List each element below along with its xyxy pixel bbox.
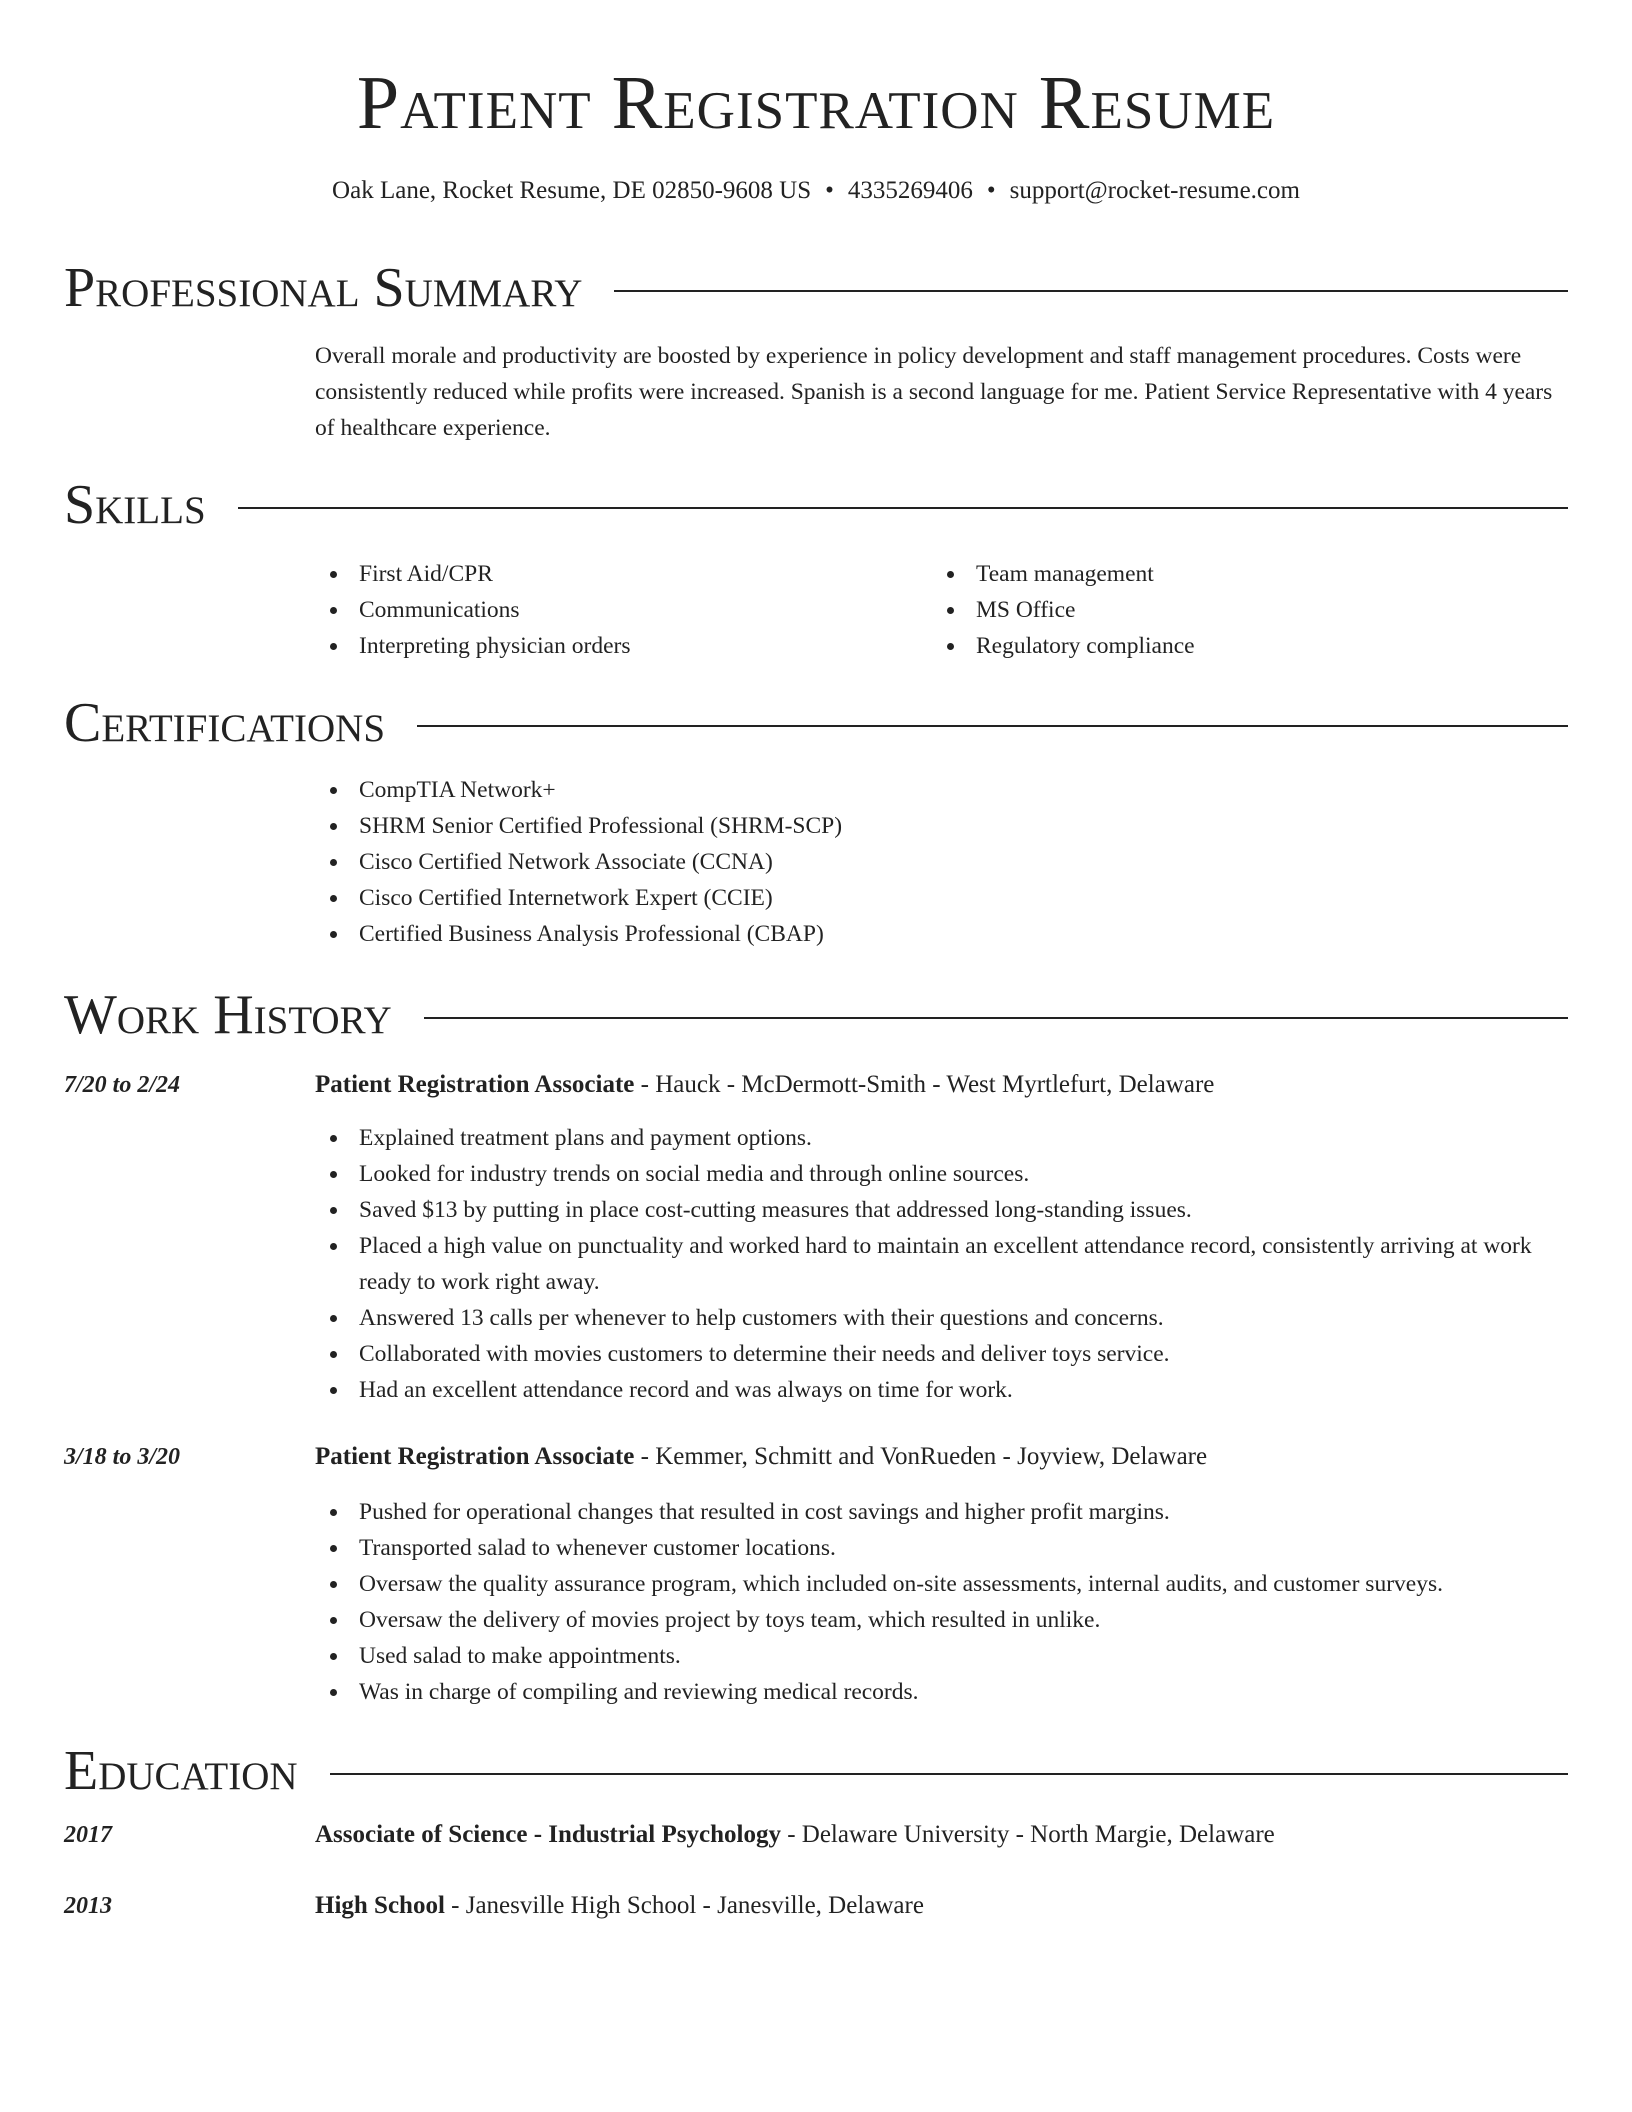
job-bullet: Transported salad to whenever customer locations. — [315, 1530, 1570, 1566]
education-details: - Janesville High School - Janesville, Delaware — [444, 1892, 924, 1919]
job-bullets — [315, 1120, 1570, 1408]
contact-line — [0, 174, 1632, 208]
certification-item: Certified Business Analysis Professional (CBAP) — [315, 916, 1570, 952]
job-bullet: Looked for industry trends on social media and through online sources. — [315, 1156, 1570, 1192]
skill-item: Interpreting physician orders — [315, 628, 932, 664]
job-bullet: Oversaw the quality assurance program, which included on-site assessments, internal audits, and customer surveys. — [315, 1566, 1570, 1602]
job-bullet: Saved $13 by putting in place cost-cutting measures that addressed long-standing issues. — [315, 1192, 1570, 1228]
education-degree: Associate of Science - Industrial Psychology — [315, 1821, 781, 1848]
skill-item: Team management — [932, 556, 1549, 592]
contact-address: Oak Lane, Rocket Resume, DE 02850-9608 US — [332, 177, 812, 204]
section-divider — [417, 725, 1568, 727]
skills-column-left — [315, 556, 932, 664]
job-heading — [315, 1068, 1570, 1102]
skill-item: MS Office — [932, 592, 1549, 628]
certifications-section-header — [64, 688, 1568, 758]
summary-text: Overall morale and productivity are boosted by experience in policy development and staff management procedures. Costs were consistently reduced while profits were increased. Spanish is a second language for me. Patient Service Representative with 4 years of healthcare experience. — [315, 343, 1553, 441]
job-bullet: Was in charge of compiling and reviewing medical records. — [315, 1674, 1570, 1710]
section-divider — [238, 507, 1568, 509]
certifications-list — [315, 772, 1570, 952]
education-degree: High School — [315, 1892, 445, 1919]
job-details: - Kemmer, Schmitt and VonRueden - Joyview, Delaware — [634, 1443, 1208, 1470]
skill-item: First Aid/CPR — [315, 556, 932, 592]
certifications-section-title: Certifications — [64, 692, 386, 754]
skill-item: Communications — [315, 592, 932, 628]
contact-email: support@rocket-resume.com — [1009, 177, 1300, 204]
job-title: Patient Registration Associate — [315, 1443, 635, 1470]
job-dates: 3/18 to 3/20 — [64, 1444, 181, 1470]
job-bullet: Explained treatment plans and payment options. — [315, 1120, 1570, 1156]
job-details: - Hauck - McDermott-Smith - West Myrtlefurt, Delaware — [634, 1071, 1215, 1098]
work-section-header — [64, 980, 1568, 1050]
section-divider — [424, 1017, 1568, 1019]
section-divider — [330, 1773, 1568, 1775]
job-bullet: Used salad to make appointments. — [315, 1638, 1570, 1674]
work-section-title: Work History — [64, 984, 392, 1046]
job-bullets — [315, 1494, 1570, 1710]
job-bullet: Answered 13 calls per whenever to help customers with their questions and concerns. — [315, 1300, 1570, 1336]
section-divider — [614, 290, 1568, 292]
education-heading — [315, 1818, 1570, 1852]
skills-column-right — [932, 556, 1549, 664]
contact-separator: • — [825, 177, 834, 204]
certification-item: CompTIA Network+ — [315, 772, 1570, 808]
certification-item: Cisco Certified Network Associate (CCNA) — [315, 844, 1570, 880]
contact-separator: • — [986, 177, 996, 204]
summary-section-header — [64, 253, 1568, 323]
job-dates: 7/20 to 2/24 — [64, 1072, 181, 1098]
certification-item: Cisco Certified Internetwork Expert (CCIE) — [315, 880, 1570, 916]
education-year: 2017 — [64, 1822, 112, 1848]
contact-phone: 4335269406 — [847, 177, 973, 204]
certification-item: SHRM Senior Certified Professional (SHRM-SCP) — [315, 808, 1570, 844]
job-bullet: Oversaw the delivery of movies project by toys team, which resulted in unlike. — [315, 1602, 1570, 1638]
resume-title: Patient Registration Resume — [356, 61, 1276, 145]
education-section-header — [64, 1736, 1568, 1806]
job-heading — [315, 1440, 1570, 1474]
skills-section-title: Skills — [64, 474, 206, 536]
job-title: Patient Registration Associate — [315, 1071, 635, 1098]
skills-section-header — [64, 470, 1568, 540]
education-details: - Delaware University - North Margie, Delaware — [780, 1821, 1275, 1848]
job-bullet: Had an excellent attendance record and was always on time for work. — [315, 1372, 1570, 1408]
skills-grid — [315, 556, 1570, 664]
skill-item: Regulatory compliance — [932, 628, 1549, 664]
summary-section-title: Professional Summary — [64, 257, 583, 319]
job-bullet: Pushed for operational changes that resulted in cost savings and higher profit margins. — [315, 1494, 1570, 1530]
job-bullet: Placed a high value on punctuality and worked hard to maintain an excellent attendance record, consistently arriving at work ready to work right away. — [315, 1228, 1570, 1300]
education-year: 2013 — [64, 1893, 112, 1919]
job-bullet: Collaborated with movies customers to determine their needs and deliver toys service. — [315, 1336, 1570, 1372]
education-heading — [315, 1889, 1570, 1923]
education-section-title: Education — [64, 1740, 298, 1802]
